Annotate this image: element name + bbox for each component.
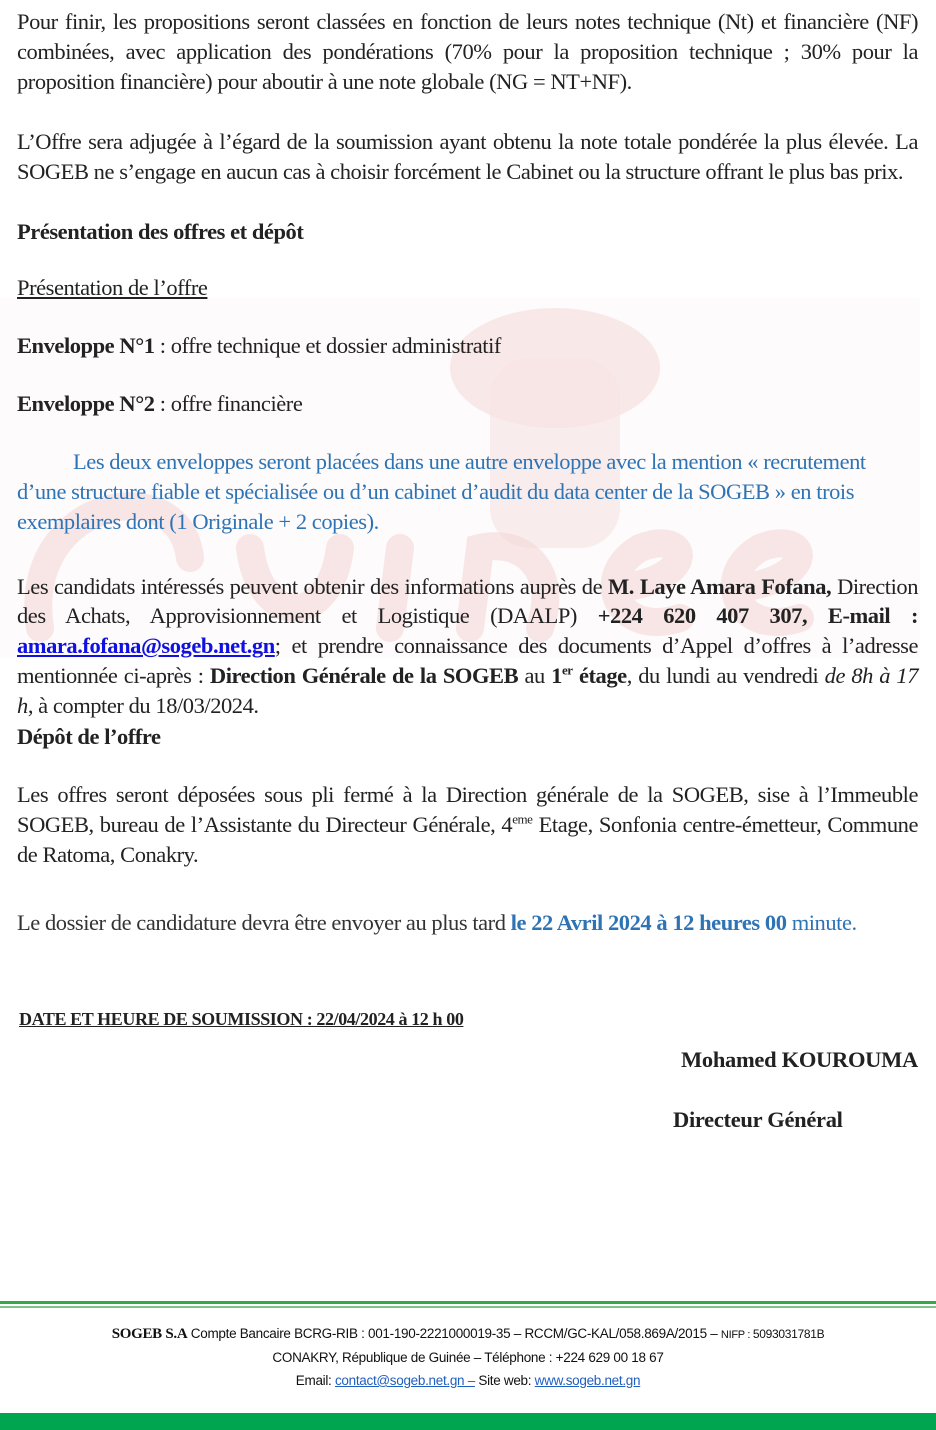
contact-email-link[interactable]: amara.fofana@sogeb.net.gn — [17, 633, 275, 659]
footer-bar — [0, 1413, 936, 1430]
hours: de 8h à 17 h — [17, 662, 919, 718]
floor-label: étage — [572, 662, 627, 688]
text: , du lundi au vendredi — [626, 662, 825, 688]
text: ; et prendre connaissance des documents d’Appel d’offres à l’adresse mentionnée ci-après : — [17, 633, 918, 688]
award-paragraph: L’Offre sera adjugée à l’égard de la soumission ayant obtenu la note totale pondérée la plus élevée. La SOGEB ne s’engage en aucun cas à choisir forcément le Cabinet ou la structure offrant le plus bas prix. — [17, 129, 918, 185]
text: Compte Bancaire BCRG-RIB : 001-190-2221000019-35 – RCCM/GC-KAL/058.869A/2015 – — [187, 1326, 721, 1341]
footer-divider — [0, 1301, 936, 1304]
text: minute. — [786, 909, 857, 935]
deadline-date: le 22 Avril 2024 à 12 heures 00 — [510, 909, 787, 935]
section-heading: Présentation des offres et dépôt — [17, 218, 304, 244]
nifp: 5093031781B — [752, 1327, 825, 1341]
address: Direction Générale de la SOGEB — [209, 662, 519, 688]
deadline-paragraph — [17, 908, 897, 938]
depot-paragraph — [17, 780, 918, 869]
text: Les offres seront déposées sous pli fermé à la Direction générale de la SOGEB, sise à l’Immeuble SOGEB, bureau de l’Assistante du Directeur Générale, 4 — [17, 782, 918, 838]
ranking-paragraph: Pour finir, les propositions seront classées en fonction de leurs notes technique (Nt) et financière (NF) combinées, avec application des pondérations (70% pour la proposition technique ; 30% pour la proposition financière) pour aboutir à une note globale (NG = NT+NF). — [17, 9, 918, 94]
envelope-2 — [17, 389, 918, 419]
floor: 1 — [551, 662, 562, 688]
text: Email: — [295, 1373, 335, 1388]
text: Les candidats intéressés peuvent obtenir des informations auprès de — [17, 573, 609, 599]
footer-site-link[interactable]: www.sogeb.net.gn — [534, 1373, 641, 1388]
contact-name: M. Laye Amara Fofana, — [608, 573, 832, 599]
text: Le dossier de candidature devra être envoyer au plus tard — [17, 909, 511, 935]
floor-sup: er — [561, 662, 573, 678]
envelope-instructions: Les deux enveloppes seront placées dans une autre enveloppe avec la mention « recrutement d’une structure fiable et spécialisée ou d’un cabinet d’audit du data center de la SOGEB » en trois exemplaires dont (1 Originale + 2 copies). — [17, 449, 866, 534]
envelope-1-text: : offre technique et dossier administratif — [154, 332, 501, 358]
text: , à compter du 18/03/2024. — [27, 692, 259, 718]
footer-line-3 — [0, 1372, 936, 1390]
sup: eme — [512, 811, 533, 827]
subheading-presentation: Présentation de l’offre — [17, 274, 208, 300]
footer-line-1 — [0, 1325, 936, 1344]
text: Site web: — [474, 1373, 535, 1388]
contact-phone: +224 620 407 307, E-mail : — [597, 603, 918, 629]
candidates-paragraph — [17, 572, 918, 721]
footer-email-link[interactable]: contact@sogeb.net.gn – — [334, 1373, 475, 1388]
envelope-2-text: : offre financière — [154, 391, 303, 417]
footer-company: SOGEB S.A — [111, 1326, 188, 1342]
footer-divider-thin — [0, 1306, 936, 1308]
depot-heading: Dépôt de l’offre — [17, 723, 161, 749]
submission-date: DATE ET HEURE DE SOUMISSION : 22/04/2024 à 12 h 00 — [19, 1008, 464, 1029]
envelope-2-label: Enveloppe N°2 — [17, 391, 155, 417]
signatory-title: Directeur Général — [673, 1106, 843, 1132]
text: Etage, Sonfonia centre-émetteur, Commune de Ratoma, Conakry. — [17, 812, 918, 867]
envelope-1 — [17, 331, 918, 361]
signatory-name: Mohamed KOUROUMA — [680, 1046, 918, 1072]
text: NIFP : — [720, 1329, 753, 1341]
text: au — [518, 662, 552, 688]
envelope-1-label: Enveloppe N°1 — [17, 332, 155, 358]
footer-line-2: CONAKRY, République de Guinée – Téléphone : +224 629 00 18 67 — [272, 1350, 664, 1365]
text: Direction des Achats, Approvisionnement et Logistique (DAALP) — [17, 573, 918, 629]
